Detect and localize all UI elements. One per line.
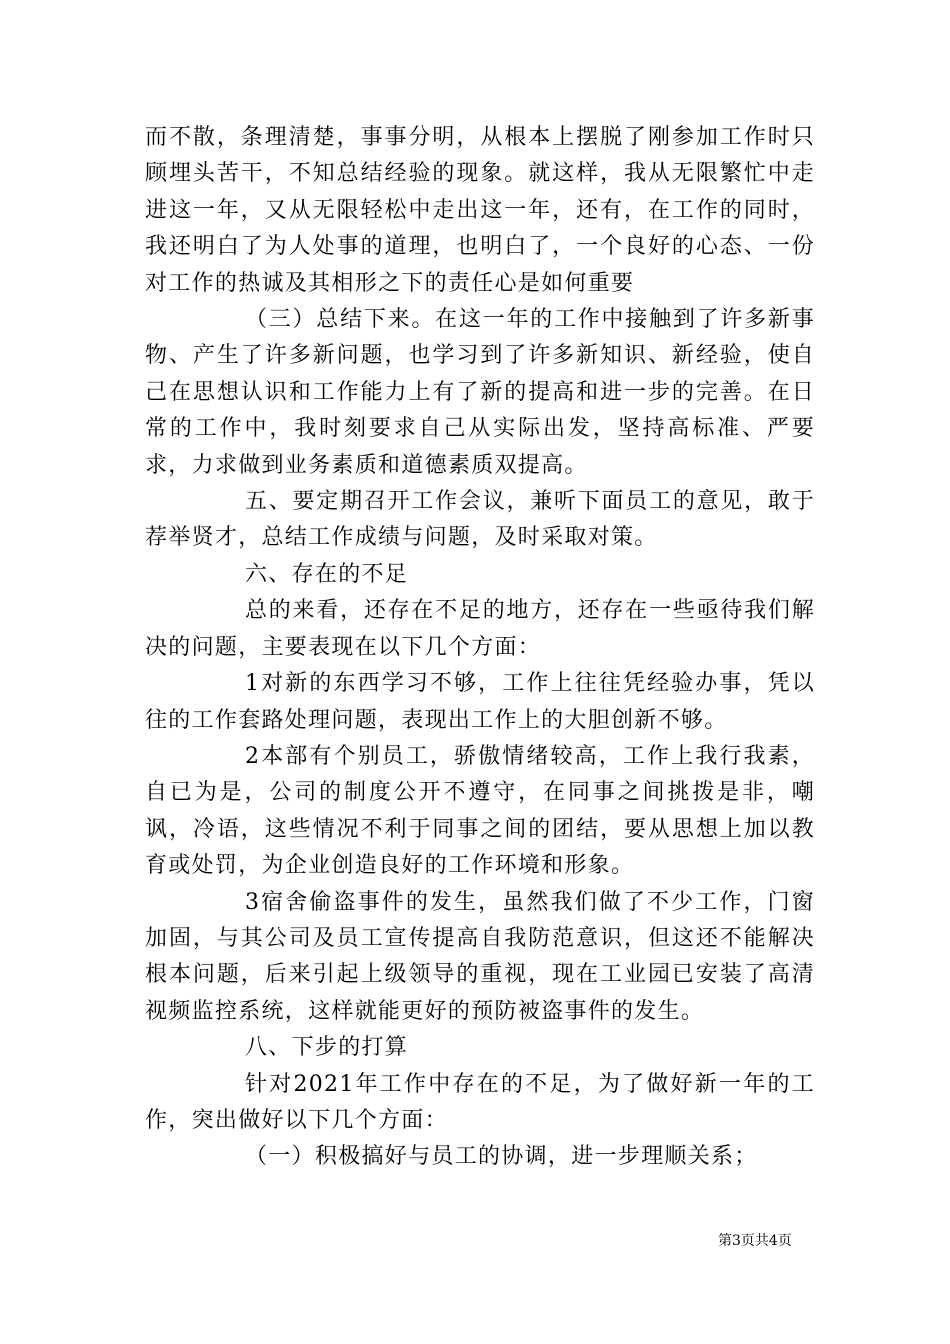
paragraph-section-five: 五、要定期召开工作会议，兼听下面员工的意见，敢于荐举贤才，总结工作成绩与问题，及时采取对策。	[145, 489, 815, 551]
list-item-2: 2本部有个别员工，骄傲情绪较高，工作上我行我素，自已为是，公司的制度公开不遵守，在同事之间挑拨是非，嘲讽，冷语，这些情况不利于同事之间的团结，要从思想上加以教育或处罚，为企业创造良好的工作环境和形象。	[145, 743, 815, 879]
paragraph-plan: 针对2021年工作中存在的不足，为了做好新一年的工作，突出做好以下几个方面：	[145, 1071, 815, 1133]
paragraph-continuation: 而不散，条理清楚，事事分明，从根本上摆脱了刚参加工作时只顾埋头苦干，不知总结经验的现象。就这样，我从无限繁忙中走进这一年，又从无限轻松中走出这一年，还有，在工作的同时，我还明白了为人处事的道理，也明白了，一个良好的心态、一份对工作的热诚及其相形之下的责任心是如何重要	[145, 125, 815, 296]
paragraph-overview: 总的来看，还存在不足的地方，还存在一些亟待我们解决的问题，主要表现在以下几个方面：	[145, 598, 815, 660]
plan-item-1: （一）积极搞好与员工的协调，进一步理顺关系；	[245, 1144, 758, 1170]
heading-section-six: 六、存在的不足	[245, 561, 409, 587]
heading-section-eight: 八、下步的打算	[245, 1035, 409, 1061]
paragraph-summary: （三）总结下来。在这一年的工作中接触到了许多新事物、产生了许多新问题，也学习到了许多新知识、新经验，使自己在思想认识和工作能力上有了新的提高和进一步的完善。在日常的工作中，我时刻要求自己从实际出发，坚持高标准、严要求，力求做到业务素质和道德素质双提高。	[145, 307, 815, 478]
document-body	[145, 120, 815, 1176]
page-number-footer: 第3页共4页	[718, 1233, 792, 1249]
list-item-3: 3宿舍偷盗事件的发生，虽然我们做了不少工作，门窗加固，与其公司及员工宣传提高自我防范意识，但这还不能解决根本问题，后来引起上级领导的重视，现在工业园已安装了高清视频监控系统，这样就能更好的预防被盗事件的发生。	[145, 889, 815, 1024]
list-item-1: 1对新的东西学习不够，工作上往往凭经验办事，凭以往的工作套路处理问题，表现出工作上的大胆创新不够。	[145, 671, 815, 733]
